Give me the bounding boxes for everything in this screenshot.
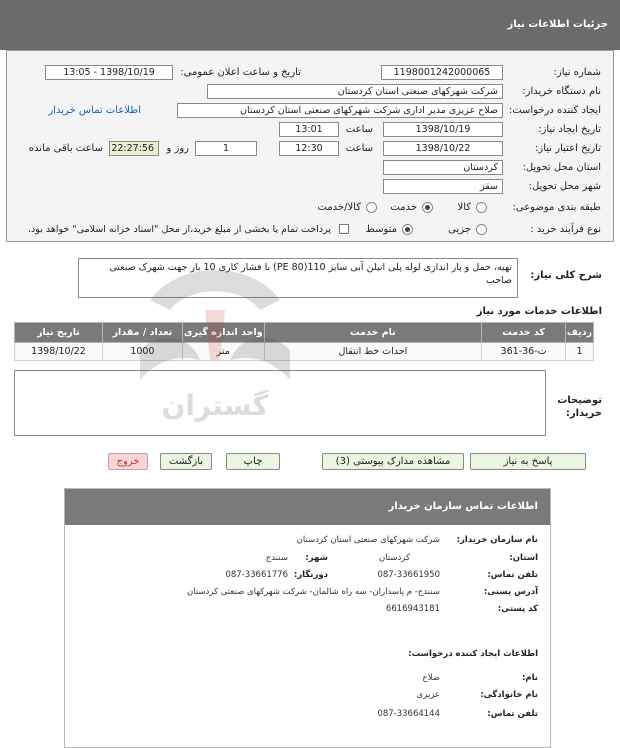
need-number-label: شماره نیاز: — [553, 67, 601, 78]
cell-row: 1 — [566, 343, 594, 361]
deadline-time-field: 12:30 — [279, 141, 339, 156]
col-qty: تعداد / مقدار — [102, 323, 182, 343]
announce-field: 1398/10/19 - 13:05 — [45, 65, 173, 80]
notes-label: توضیحات خریدار: — [557, 395, 602, 419]
category-both-label: کالا/خدمت — [317, 202, 361, 213]
col-row: ردیف — [566, 323, 594, 343]
remaining-label: ساعت باقی مانده — [28, 143, 103, 154]
back-button[interactable]: بازگشت — [160, 453, 212, 470]
contact-city-value: سنندج — [265, 553, 288, 563]
remaining-time-field: 22:27:56 — [109, 141, 159, 156]
cell-unit: متر — [182, 343, 264, 361]
purchase-partial-label: جزیی — [448, 224, 471, 235]
col-code: کد خدمت — [482, 323, 566, 343]
services-title: اطلاعات خدمات مورد نیاز — [476, 306, 602, 317]
contact-city-label: شهر: — [305, 553, 328, 563]
table-row — [15, 343, 594, 361]
cell-name: احداث خط انتقال — [264, 343, 481, 361]
attachments-button[interactable]: مشاهده مدارک پیوستی (3) — [322, 453, 464, 470]
announce-label: تاریخ و ساعت اعلان عمومی: — [180, 67, 301, 78]
cell-date: 1398/10/22 — [15, 343, 103, 361]
col-date: تاریخ نیاز — [15, 323, 103, 343]
buyer-org-label: نام دستگاه خریدار: — [522, 86, 601, 97]
category-goods-radio[interactable] — [476, 202, 487, 213]
create-date-field: 1398/10/19 — [383, 122, 503, 137]
contact-postal-value: 6616943181 — [385, 604, 440, 614]
need-details-form — [6, 50, 614, 242]
buyer-contact-link[interactable]: اطلاعات تماس خریدار — [48, 105, 141, 116]
city-label: شهر محل تحویل: — [528, 181, 601, 192]
contact-province-value: کردستان — [378, 553, 410, 563]
deadline-time-label: ساعت — [345, 143, 373, 154]
category-service-label: خدمت — [390, 202, 417, 213]
contact-address-label: آدرس پستی: — [483, 587, 538, 597]
col-name: نام خدمت — [264, 323, 481, 343]
purchase-medium-radio[interactable] — [402, 224, 413, 235]
cell-code: ت-36-361 — [482, 343, 566, 361]
category-both-radio[interactable] — [366, 202, 377, 213]
province-field: کردستان — [383, 160, 503, 175]
creator-last-name-value: عزیزی — [416, 690, 440, 700]
contact-fax-value: 087-33661776 — [225, 570, 288, 580]
contact-phone-label: تلفن تماس: — [487, 570, 538, 580]
days-count-field: 1 — [195, 141, 257, 156]
creator-section-title: اطلاعات ایجاد کننده درخواست: — [408, 649, 538, 659]
services-table — [14, 322, 594, 361]
cell-qty: 1000 — [102, 343, 182, 361]
contact-title: اطلاعات تماس سازمان خریدار — [388, 501, 538, 512]
reply-button[interactable]: پاسخ به نیاز — [470, 453, 586, 470]
create-time-field: 13:01 — [279, 122, 339, 137]
exit-button[interactable]: خروج — [108, 453, 148, 470]
deadline-date-field: 1398/10/22 — [383, 141, 503, 156]
category-label: طبقه بندی موضوعی: — [512, 202, 601, 213]
purchase-type-label: نوع فرآیند خرید : — [530, 224, 601, 235]
notes-box — [14, 370, 546, 436]
contact-postal-label: کد پستی: — [497, 604, 538, 614]
contact-fax-label: دورنگار: — [293, 570, 328, 580]
contact-province-label: استان: — [509, 553, 538, 563]
category-service-radio[interactable] — [422, 202, 433, 213]
services-header-row — [15, 323, 594, 343]
purchase-medium-label: متوسط — [365, 224, 397, 235]
create-time-label: ساعت — [345, 124, 373, 135]
contact-panel — [64, 488, 551, 748]
category-goods-label: کالا — [457, 202, 471, 213]
creator-field: صلاح عزیزی مدیر اداری شرکت شهرکهای صنعتی استان کردستان — [177, 103, 503, 118]
deadline-label: تاریخ اعتبار نیاز: — [535, 143, 601, 154]
summary-text: تهیه، حمل و پار اندازی لوله پلی اتیلن آبی سایز 110(PE 80) با فشار کاری 10 بار جهت شهرک صنعتی صاحب — [78, 258, 518, 298]
page-header — [0, 0, 620, 50]
city-field: سقز — [383, 179, 503, 194]
contact-org-label: نام سازمان خریدار: — [456, 535, 538, 545]
province-label: استان محل تحویل: — [522, 162, 601, 173]
need-number-field: 1198001242000065 — [381, 65, 503, 80]
summary-label: شرح کلی نیاز: — [530, 270, 602, 281]
col-unit: واحد اندازه گیری — [182, 323, 264, 343]
days-label: روز و — [166, 143, 189, 154]
contact-org-value: شرکت شهرکهای صنعتی استان کردستان — [296, 535, 440, 545]
contact-address-value: سنندج- م پاسداران- سه راه شالمان- شرکت شهرکهای صنعتی کردستان — [187, 587, 440, 597]
creator-phone-value: 087-33664144 — [377, 709, 440, 719]
print-button[interactable]: چاپ — [226, 453, 280, 470]
payment-note: پرداخت تمام یا بخشی از مبلغ خرید،از محل "اسناد خزانه اسلامی" خواهد بود. — [28, 224, 331, 235]
creator-label: ایجاد کننده درخواست: — [508, 105, 601, 116]
creator-phone-label: تلفن تماس: — [487, 709, 538, 719]
create-date-label: تاریخ ایجاد نیاز: — [538, 124, 601, 135]
creator-last-name-label: نام خانوادگی: — [480, 690, 538, 700]
buyer-org-field: شرکت شهرکهای صنعتی استان کردستان — [207, 84, 503, 99]
purchase-partial-radio[interactable] — [476, 224, 487, 235]
creator-first-name-label: نام: — [521, 673, 538, 683]
contact-header — [65, 489, 550, 525]
contact-phone-value: 087-33661950 — [377, 570, 440, 580]
payment-checkbox[interactable] — [339, 224, 349, 234]
creator-first-name-value: صلاح — [422, 673, 440, 683]
page-title: جزئیات اطلاعات نیاز — [507, 19, 608, 30]
